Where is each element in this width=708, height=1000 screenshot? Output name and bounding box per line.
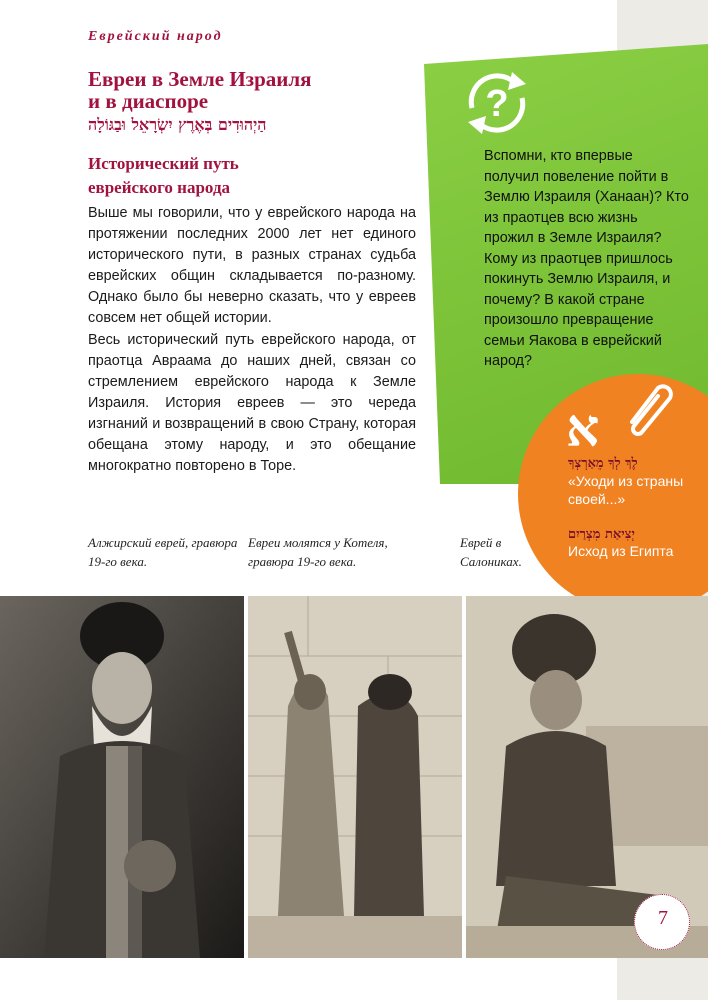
page-title-line1: Евреи в Земле Израиля — [88, 67, 312, 91]
subtitle-line1: Исторический путь — [88, 154, 239, 173]
vocab-russian-2: Исход из Египта — [568, 543, 674, 559]
caption-1: Алжирский еврей, гравюра 19-го века. — [88, 535, 238, 569]
aleph-letter: א — [566, 398, 600, 459]
vocab-hebrew-2: יְצִיאַת מִצְרַיִם — [568, 527, 635, 542]
caption-3: Еврей в Салониках. — [460, 535, 522, 569]
body-paragraph-1: Выше мы говорили, что у еврейского народа на протяжении последних 2000 лет нет единого исторического пути, в разных странах судьба еврейских общин складывается по-разному. Однако было бы неверно сказать, что у евреев совсем нет общей истории. — [88, 205, 416, 326]
hebrew-title: הַיְהוּדִים בְּאֶרֶץ יִשְׂרָאֵל וּבַגּוֹלָה — [88, 115, 267, 134]
subtitle-line2: еврейского народа — [88, 178, 231, 197]
section-subtitle — [88, 152, 348, 200]
page-title-line2: и в диаспоре — [88, 89, 209, 113]
vocab-russian-1: «Уходи из страны своей...» — [568, 473, 684, 507]
paperclip-icon — [618, 378, 678, 438]
question-cycle-icon — [456, 62, 538, 144]
question-text: Вспомни, кто впервые получил повеление пойти в Землю Израиля (Ханаан)? Кто из праотцев всю жизнь прожил в Земле Израиля? Кому из праотцев пришлось покинуть Землю Израиля, и почему? В какой стране произошло превращение семьи Яакова в еврейский народ? — [484, 148, 689, 369]
body-paragraph-2: Весь исторический путь еврейского народа, от праотца Авраама до наших дней, связан со стремлением еврейского народа к Земле Израиля. История евреев — это череда изгнаний и возвращений в свою Страну, которая обещана этому народу, и это обещание многократно повторено в Торе. — [88, 332, 416, 474]
svg-text:?: ? — [485, 83, 509, 125]
page-number-badge — [634, 894, 690, 950]
page-number: 7 — [658, 907, 668, 929]
photo-algerian-jew — [0, 596, 244, 958]
caption-2: Евреи молятся у Котеля, гравюра 19-го века. — [248, 535, 388, 569]
section-label: Еврейский народ — [88, 29, 223, 44]
vocab-hebrew-1: לֶךְ לְךָ מֵאַרְצְךָ — [568, 456, 638, 471]
photo-kotel-prayer — [248, 596, 462, 958]
page-title — [88, 68, 408, 112]
